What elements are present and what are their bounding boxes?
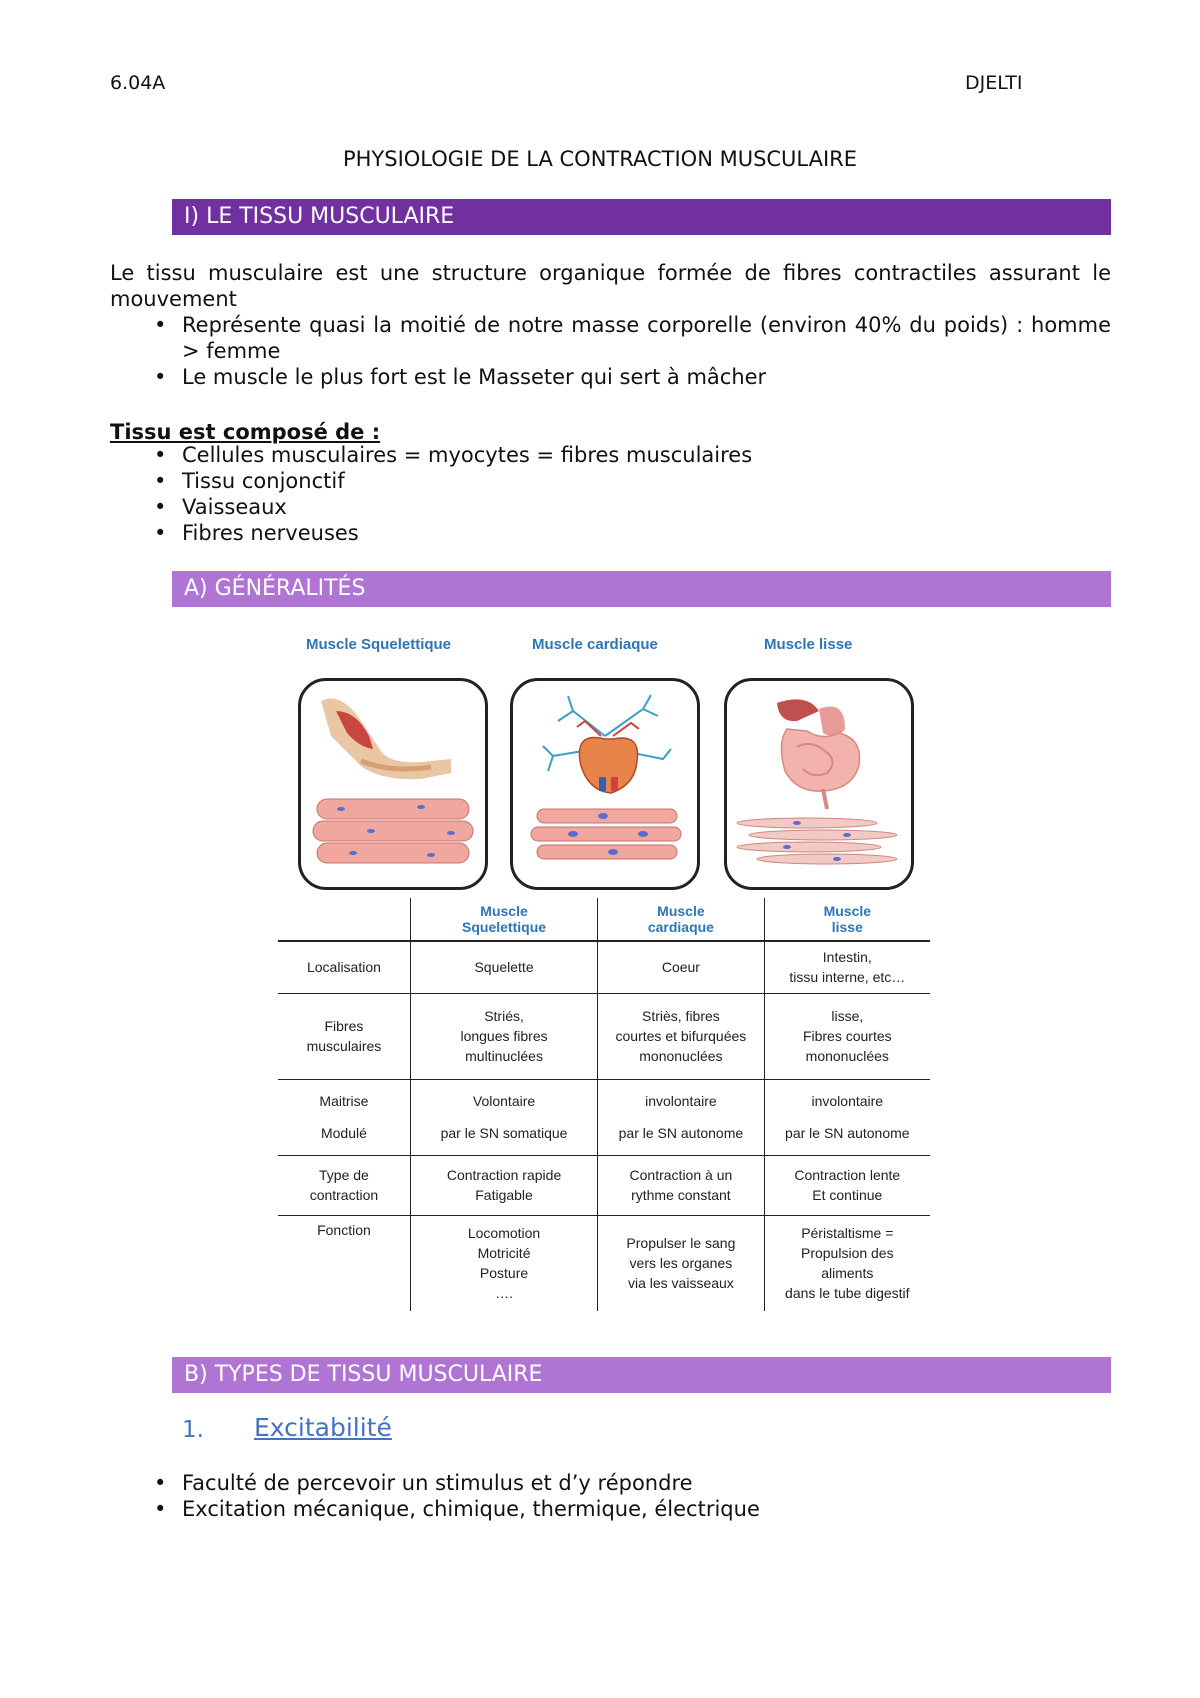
composition-heading: Tissu est composé de : — [110, 420, 381, 444]
bullet-icon: • — [154, 469, 167, 493]
list-item: • Le muscle le plus fort est le Masseter qui sert à mâcher — [154, 365, 767, 389]
smooth-muscle-illustration — [724, 678, 914, 890]
composition-list — [110, 442, 1111, 546]
table-row — [278, 1079, 930, 1155]
table-cell: lisse, Fibres courtes mononuclées — [764, 993, 930, 1079]
muscle-types-figure — [270, 630, 950, 1330]
figure-title-cardiaque: Muscle cardiaque — [532, 636, 658, 653]
table-row — [278, 941, 930, 993]
table-cell: Striés, longues fibres multinuclées — [410, 993, 597, 1079]
table-row — [278, 993, 930, 1079]
bullet-icon: • — [154, 443, 167, 467]
section-banner-generalites: A) GÉNÉRALITÉS — [172, 571, 1111, 607]
muscle-comparison-table — [278, 898, 930, 1311]
table-cell: Type de contraction — [278, 1155, 410, 1215]
bullet-icon: • — [154, 1471, 167, 1495]
table-cell: involontaire par le SN autonome — [764, 1079, 930, 1155]
bullet-icon: • — [154, 313, 167, 337]
figure-title-squelettique: Muscle Squelettique — [306, 636, 452, 653]
table-cell: Propulser le sang vers les organes via les vaisseaux — [598, 1215, 764, 1311]
bullet-icon: • — [154, 1497, 167, 1521]
table-cell: Volontaire par le SN somatique — [410, 1079, 597, 1155]
table-cell: involontaire par le SN autonome — [598, 1079, 764, 1155]
table-cell: Contraction lente Et continue — [764, 1155, 930, 1215]
table-header-row — [278, 898, 930, 941]
list-item: • Cellules musculaires = myocytes = fibres musculaires — [154, 443, 753, 467]
header-author: DJELTI — [965, 72, 1023, 94]
bullet-icon: • — [154, 495, 167, 519]
table-cell: Contraction rapide Fatigable — [410, 1155, 597, 1215]
figure-title-lisse: Muscle lisse — [764, 636, 853, 653]
list-item: • Représente quasi la moitié de notre masse corporelle (environ 40% du poids) : homme > femme — [154, 313, 1111, 363]
excitabilite-bullets — [110, 1470, 1111, 1522]
bullet-icon: • — [154, 365, 167, 389]
table-cell: Fonction — [317, 1221, 371, 1238]
table-cell: Maitrise Modulé — [278, 1079, 410, 1155]
table-header-cell — [278, 898, 410, 941]
subsection-title-excitabilite: Excitabilité — [254, 1413, 392, 1442]
intro-paragraph: Le tissu musculaire est une structure organique formée de fibres contractiles assurant le mouvement — [110, 261, 1111, 311]
table-cell: Striès, fibres courtes et bifurquées mononuclées — [598, 993, 764, 1079]
subsection-number: 1. — [182, 1417, 204, 1443]
header-code: 6.04A — [110, 72, 166, 94]
section-banner-types: B) TYPES DE TISSU MUSCULAIRE — [172, 1357, 1111, 1393]
page-title: PHYSIOLOGIE DE LA CONTRACTION MUSCULAIRE — [342, 147, 858, 171]
table-cell: Coeur — [598, 941, 764, 993]
list-item: • Fibres nerveuses — [154, 521, 359, 545]
cardiac-muscle-illustration — [510, 678, 700, 890]
list-item: • Vaisseaux — [154, 495, 287, 519]
table-cell: Contraction à un rythme constant — [598, 1155, 764, 1215]
table-cell: Locomotion Motricité Posture …. — [410, 1215, 597, 1311]
list-item: • Excitation mécanique, chimique, thermique, électrique — [154, 1497, 760, 1521]
table-header-cell: Muscle lisse — [764, 898, 930, 941]
table-cell: Péristaltisme = Propulsion des aliments dans le tube digestif — [764, 1215, 930, 1311]
table-cell: Squelette — [410, 941, 597, 993]
table-cell: Fibres musculaires — [278, 993, 410, 1079]
table-cell: Intestin, tissu interne, etc… — [764, 941, 930, 993]
list-item: • Tissu conjonctif — [154, 469, 345, 493]
intro-bullets — [110, 312, 1111, 390]
skeletal-muscle-illustration — [298, 678, 488, 890]
table-header-cell: Muscle cardiaque — [598, 898, 764, 941]
table-cell: Localisation — [278, 941, 410, 993]
list-item: • Faculté de percevoir un stimulus et d’y répondre — [154, 1471, 693, 1495]
table-row — [278, 1155, 930, 1215]
section-banner-tissu: I) LE TISSU MUSCULAIRE — [172, 199, 1111, 235]
table-row — [278, 1215, 930, 1311]
bullet-icon: • — [154, 521, 167, 545]
table-header-cell: Muscle Squelettique — [410, 898, 597, 941]
